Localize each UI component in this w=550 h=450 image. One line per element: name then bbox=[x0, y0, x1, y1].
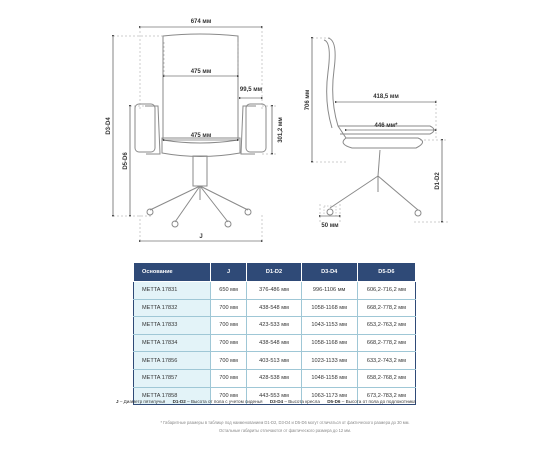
header-d3-d4: D3-D4 bbox=[301, 263, 357, 282]
cell-d5-d6: 606,2-716,2 мм bbox=[357, 282, 415, 300]
cell-d3-d4: 1063-1173 мм bbox=[301, 387, 357, 405]
footnote-line-2: Остальные габариты отличаются от фактического размера до 12 мм. bbox=[218, 428, 352, 433]
legend-item-d1-d2: D1-D2 – Высота от пола с учетом сиденья bbox=[172, 399, 263, 404]
table-row bbox=[134, 282, 416, 300]
cell-d3-d4: 1043-1153 мм bbox=[301, 317, 357, 335]
table-row bbox=[134, 369, 416, 387]
table-row bbox=[134, 317, 416, 335]
cell-model: METTA 17834 bbox=[134, 334, 211, 352]
table-row bbox=[134, 352, 416, 370]
cell-d3-d4: 1048-1158 мм bbox=[301, 369, 357, 387]
cell-d1-d2: 438-548 мм bbox=[247, 334, 301, 352]
table-row bbox=[134, 334, 416, 352]
cell-d5-d6: 668,2-778,2 мм bbox=[357, 334, 415, 352]
cell-j: 700 мм bbox=[210, 317, 247, 335]
cell-model: METTA 17857 bbox=[134, 369, 211, 387]
dim-seat-width: 475 мм bbox=[190, 133, 212, 139]
cell-d5-d6: 633,2-743,2 мм bbox=[357, 352, 415, 370]
dim-front-width: 674 мм bbox=[190, 19, 212, 25]
cell-d1-d2: 376-486 мм bbox=[247, 282, 301, 300]
dim-d3-d4: D3-D4 bbox=[106, 117, 112, 135]
dim-back-width: 475 мм bbox=[190, 69, 212, 75]
legend-item-d3-d4: D3-D4 – Высота кресла bbox=[269, 399, 320, 404]
cell-d5-d6: 653,2-763,2 мм bbox=[357, 317, 415, 335]
cell-model: METTA 17858 bbox=[134, 387, 211, 405]
cell-j: 650 мм bbox=[210, 282, 247, 300]
cell-model: METTA 17833 bbox=[134, 317, 211, 335]
cell-d5-d6: 658,2-768,2 мм bbox=[357, 369, 415, 387]
cell-model: METTA 17832 bbox=[134, 299, 211, 317]
legend-item-d5-d6: D5-D6 – Высота от пола до подлокотника bbox=[327, 399, 416, 404]
dim-d1-d2: D1-D2 bbox=[435, 172, 441, 190]
header-d5-d6: D5-D6 bbox=[357, 263, 415, 282]
legend-item-j: J – Диаметр пятилучья bbox=[116, 399, 166, 404]
dim-d5-d6: D5-D6 bbox=[123, 152, 129, 170]
legend bbox=[116, 399, 446, 404]
dimensions-table bbox=[133, 262, 416, 405]
cell-j: 700 мм bbox=[210, 334, 247, 352]
cell-d3-d4: 1058-1168 мм bbox=[301, 299, 357, 317]
dim-seat-depth: 446 мм* bbox=[374, 123, 398, 129]
cell-d1-d2: 443-553 мм bbox=[247, 387, 301, 405]
dim-armrest-height: 301,2 мм bbox=[278, 117, 284, 143]
cell-d3-d4: 996-1106 мм bbox=[301, 282, 357, 300]
dim-base-j: J bbox=[199, 234, 203, 240]
dim-back-depth: 418,5 мм bbox=[373, 94, 399, 100]
table-header-row bbox=[134, 263, 416, 282]
header-j: J bbox=[210, 263, 247, 282]
footnote-line-1: * Габаритные размеры в таблице под наименованием D1-D2, D3-D4 и D5-D6 могут отличаться от фактического размера до 30 мм. bbox=[160, 420, 410, 425]
cell-d1-d2: 403-513 мм bbox=[247, 352, 301, 370]
cell-j: 700 мм bbox=[210, 369, 247, 387]
cell-j: 700 мм bbox=[210, 387, 247, 405]
table-row bbox=[134, 299, 416, 317]
cell-d3-d4: 1023-1133 мм bbox=[301, 352, 357, 370]
cell-d1-d2: 438-548 мм bbox=[247, 299, 301, 317]
cell-model: METTA 17856 bbox=[134, 352, 211, 370]
cell-d1-d2: 428-538 мм bbox=[247, 369, 301, 387]
cell-d5-d6: 668,2-778,2 мм bbox=[357, 299, 415, 317]
cell-j: 700 мм bbox=[210, 352, 247, 370]
cell-d5-d6: 673,2-783,2 мм bbox=[357, 387, 415, 405]
header-d1-d2: D1-D2 bbox=[247, 263, 301, 282]
cell-j: 700 мм bbox=[210, 299, 247, 317]
dim-back-height: 706 мм bbox=[305, 89, 311, 111]
cell-d3-d4: 1058-1168 мм bbox=[301, 334, 357, 352]
cell-model: METTA 17831 bbox=[134, 282, 211, 300]
header-base: Основание bbox=[134, 263, 211, 282]
dim-caster: 50 мм bbox=[321, 223, 339, 229]
dim-armrest-width: 99,5 мм bbox=[239, 87, 263, 93]
chair-front-outline bbox=[135, 34, 266, 227]
cell-d1-d2: 423-533 мм bbox=[247, 317, 301, 335]
